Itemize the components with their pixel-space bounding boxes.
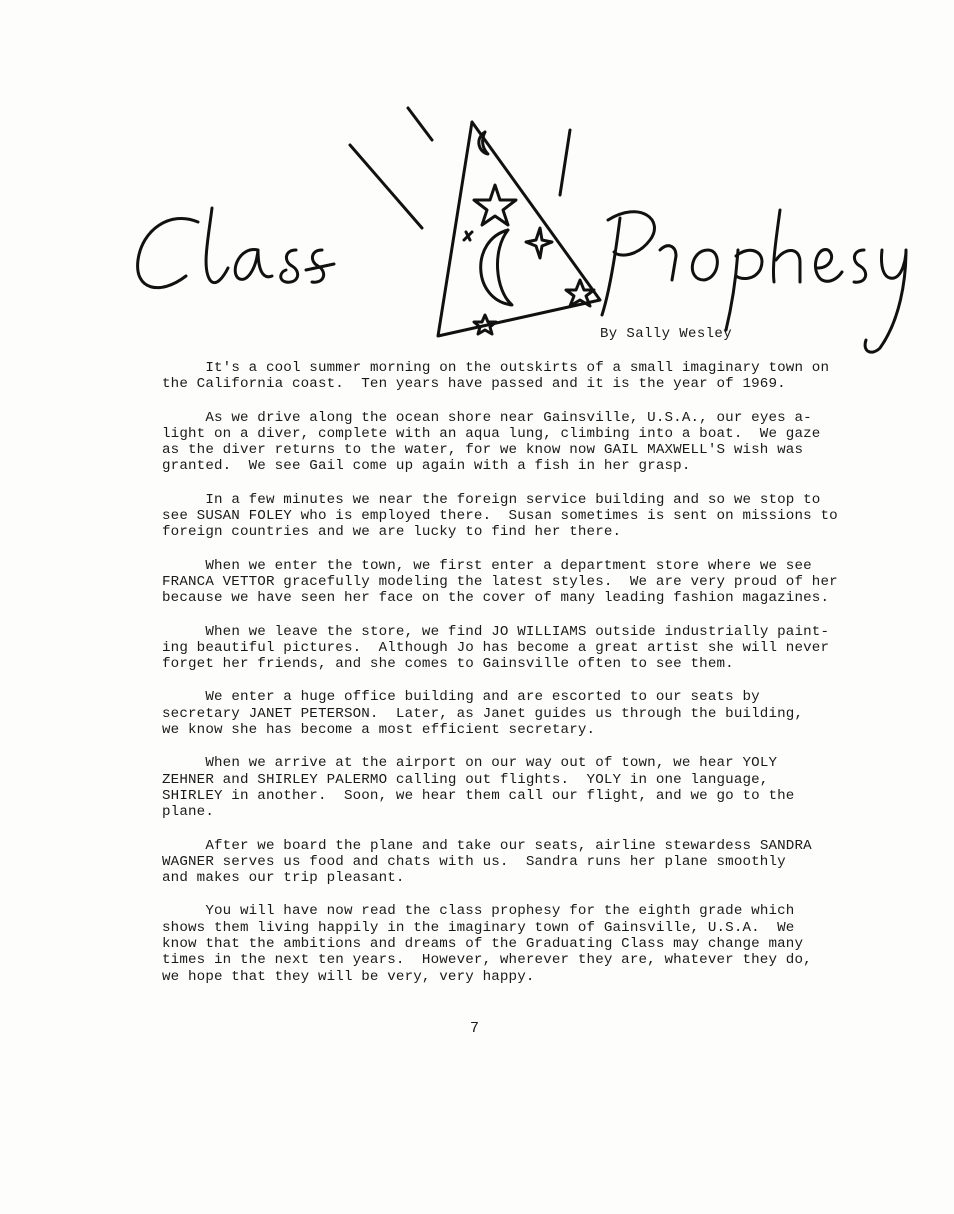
paragraph: As we drive along the ocean shore near Gainsville, U.S.A., our eyes a- light on a diver, complete with an aqua lung, climbing into a boat. We gaze as the diver returns to the water, for we know now GAIL MAXWELL'S wish was granted. We see Gail come up again with a fish in her grasp. bbox=[162, 409, 821, 475]
paragraph: After we board the plane and take our seats, airline stewardess SANDRA WAGNER serves us food and chats with us. Sandra runs her plane smoothly and makes our trip pleasant. bbox=[162, 837, 812, 887]
paragraph: It's a cool summer morning on the outskirts of a small imaginary town on the California coast. Ten years have passed and it is the year of 1969. bbox=[162, 360, 830, 393]
paragraph: When we enter the town, we first enter a department store where we see FRANCA VETTOR gracefully modeling the latest styles. We are very proud of her because we have seen her face on the cover of many leading fashion magazines. bbox=[162, 557, 838, 607]
paragraph: We enter a huge office building and are escorted to our seats by secretary JANET PETERSON. Later, as Janet guides us through the building, we know she has become a most efficient secretary. bbox=[162, 689, 804, 739]
title-artwork bbox=[120, 100, 910, 360]
body-text bbox=[162, 360, 852, 1002]
paragraph: When we leave the store, we find JO WILLIAMS outside industrially paint- ing beautiful pictures. Although Jo has become a great artist she will never forget her friends, and she comes to Gainsville often to see them. bbox=[162, 623, 830, 673]
paragraph: In a few minutes we near the foreign service building and so we stop to see SUSAN FOLEY who is employed there. Susan sometimes is sent on missions to foreign countries and we are lucky to find her there. bbox=[162, 491, 838, 541]
wizard-hat-title-icon bbox=[120, 100, 910, 360]
page-number: 7 bbox=[470, 1020, 480, 1037]
byline: By Sally Wesley bbox=[600, 326, 733, 342]
paragraph: You will have now read the class prophesy for the eighth grade which shows them living happily in the imaginary town of Gainsville, U.S.A. We know that the ambitions and dreams of the Graduating Class may change many times in the next ten years. However, wherever they are, whatever they do, we hope that they will be very, very happy. bbox=[162, 903, 812, 985]
paragraph: When we arrive at the airport on our way out of town, we hear YOLY ZEHNER and SHIRLEY PALERMO calling out flights. YOLY in one language, SHIRLEY in another. Soon, we hear them call our flight, and we go to the plane. bbox=[162, 755, 795, 821]
